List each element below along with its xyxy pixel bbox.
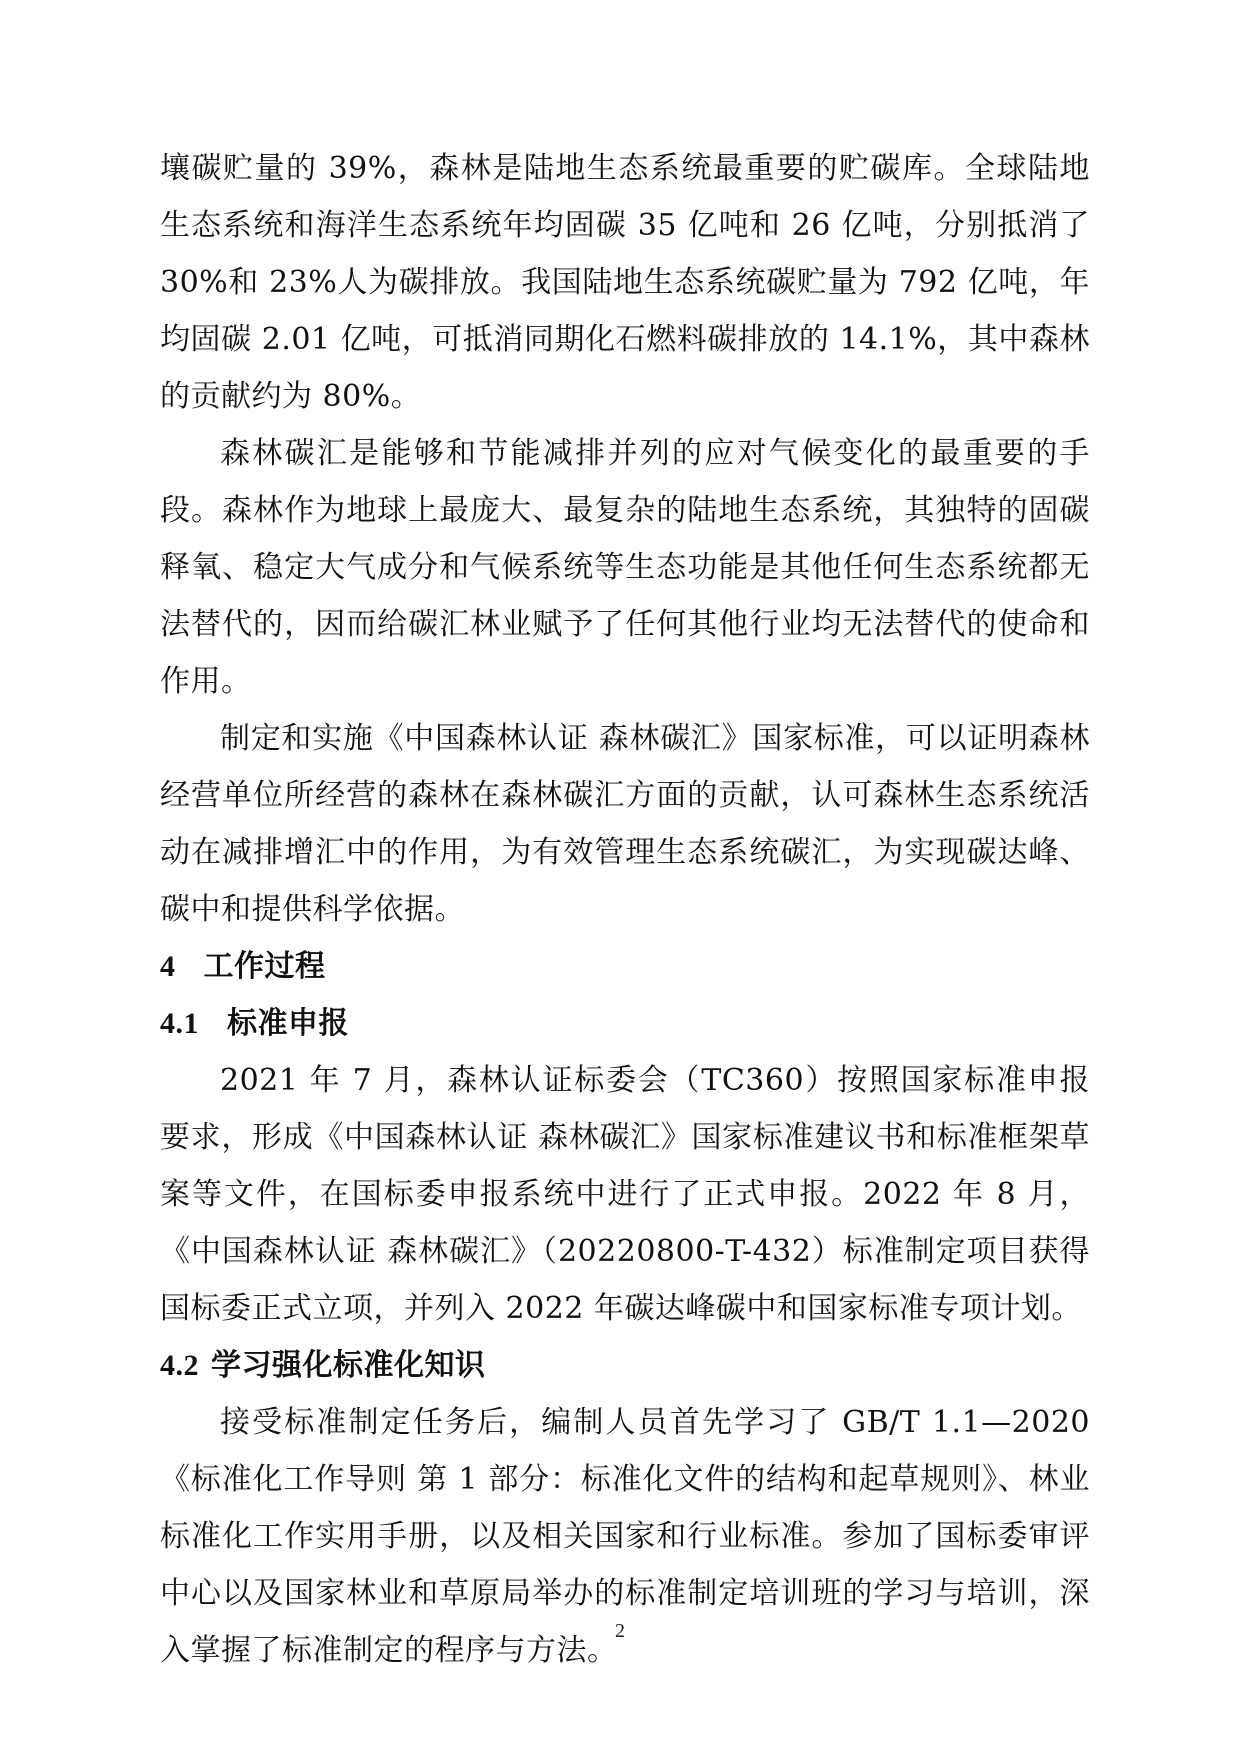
section-heading-4-2: [160, 1337, 1090, 1394]
section-number: 4.2: [160, 1349, 199, 1382]
paragraph-forest-carbon-sink: 森林碳汇是能够和节能减排并列的应对气候变化的最重要的手段。森林作为地球上最庞大、最复杂的陆地生态系统，其独特的固碳释氧、稳定大气成分和气候系统等生态功能是其他任何生态系统都无法替代的，因而给碳汇林业赋予了任何其他行业均无法替代的使命和作用。: [160, 436, 1090, 699]
section-number: 4.1: [160, 1007, 199, 1040]
section-number: 4: [160, 950, 176, 983]
page-number: 2: [615, 1620, 625, 1642]
paragraph-carbon-storage: 壤碳贮量的 39%，森林是陆地生态系统最重要的贮碳库。全球陆地生态系统和海洋生态系统年均固碳 35 亿吨和 26 亿吨，分别抵消了 30%和 23%人为碳排放。我国陆地生态系统碳贮量为 792 亿吨，年均固碳 2.01 亿吨，可抵消同期化石燃料碳排放的 14.1%，其中森林的贡献约为 80%。: [160, 151, 1090, 414]
paragraph-standard-application: 2021 年 7 月，森林认证标委会（TC360）按照国家标准申报要求，形成《中国森林认证 森林碳汇》国家标准建议书和标准框架草案等文件，在国标委申报系统中进行了正式申报。2022 年 8 月，《中国森林认证 森林碳汇》（20220800-T-432）标准制定项目获得国标委正式立项，并列入 2022 年碳达峰碳中和国家标准专项计划。: [160, 1063, 1090, 1326]
paragraph-standardization-study: 接受标准制定任务后，编制人员首先学习了 GB/T 1.1—2020《标准化工作导则 第 1 部分：标准化文件的结构和起草规则》、林业标准化工作实用手册，以及相关国家和行业标准。参加了国标委审评中心以及国家林业和草原局举办的标准制定培训班的学习与培训，深入掌握了标准制定的程序与方法。: [160, 1405, 1090, 1668]
section-heading-4-1: [160, 995, 1090, 1052]
paragraph-standard-purpose: 制定和实施《中国森林认证 森林碳汇》国家标准，可以证明森林经营单位所经营的森林在森林碳汇方面的贡献，认可森林生态系统活动在减排增汇中的作用，为有效管理生态系统碳汇，为实现碳达峰、碳中和提供科学依据。: [160, 721, 1090, 927]
section-title: 工作过程: [203, 949, 326, 984]
document-body: [160, 140, 1090, 1679]
section-title: 标准申报: [227, 1006, 349, 1041]
section-heading-4: [160, 938, 1090, 995]
section-title: 学习强化标准化知识: [211, 1348, 486, 1383]
